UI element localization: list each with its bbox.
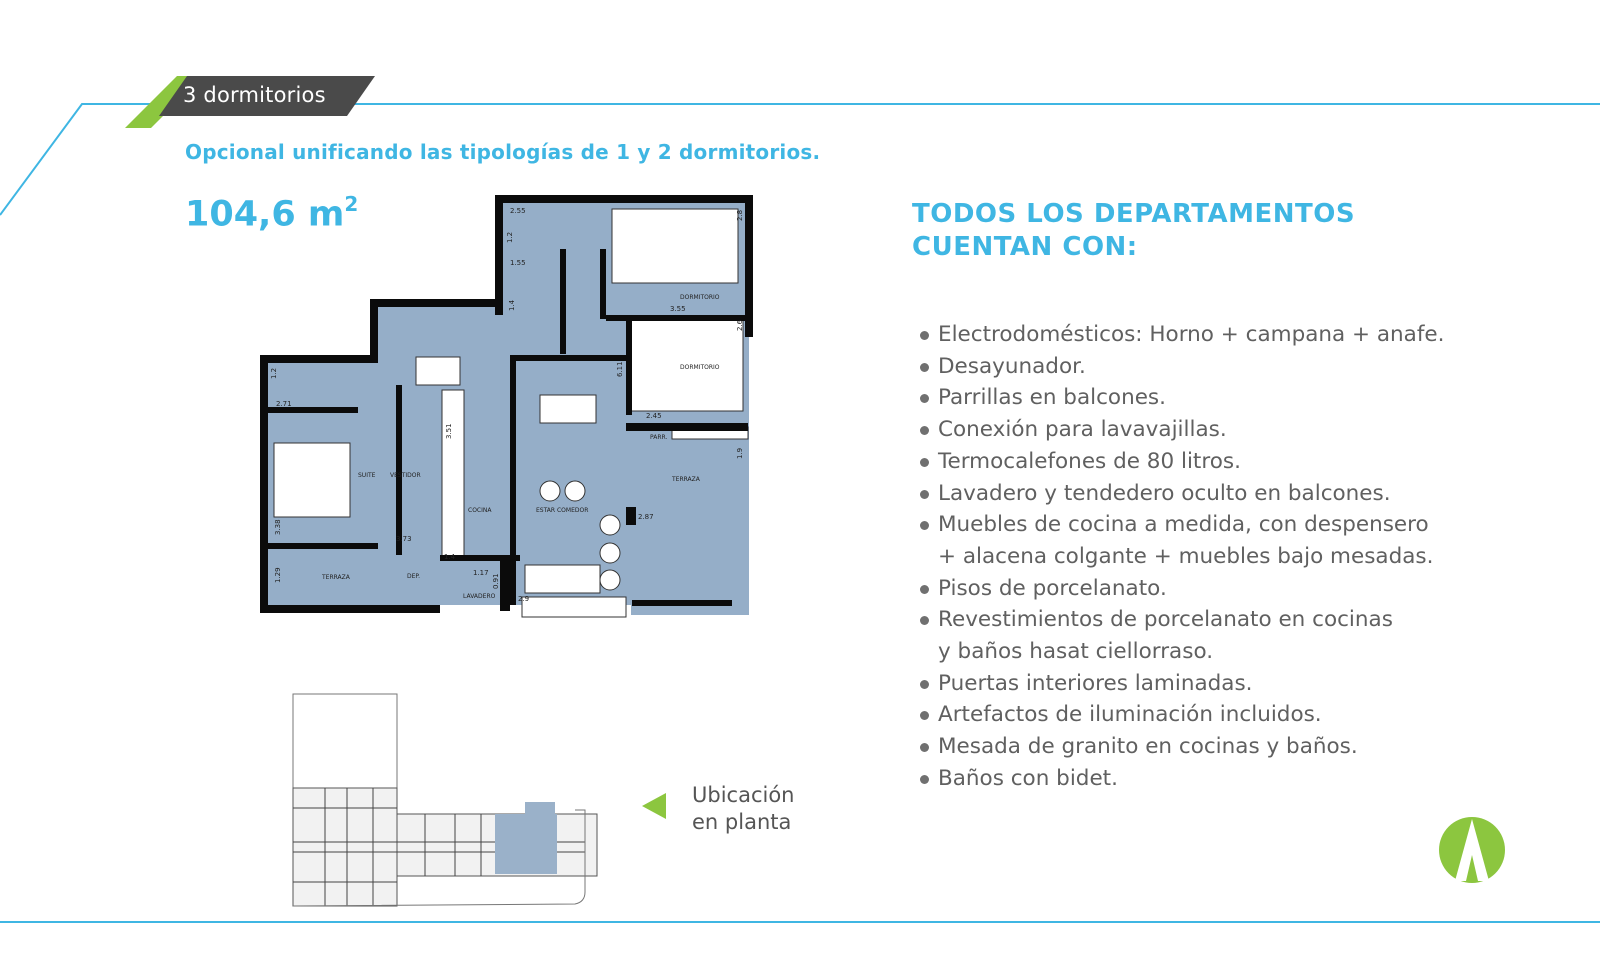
feature-item: Revestimientos de porcelanato en cocinas y baños hasat ciellorraso. [918, 604, 1445, 667]
dim-label: 1.2 [506, 231, 514, 243]
feature-item: Termocalefones de 80 litros. [918, 446, 1445, 478]
feature-item: Artefactos de iluminación incluidos. [918, 699, 1445, 731]
room-label-suite: SUITE [358, 472, 376, 479]
room-label-terraza-2: TERRAZA [322, 574, 350, 581]
category-tag-label: 3 dormitorios [183, 83, 326, 107]
feature-item: Parrillas en balcones. [918, 382, 1445, 414]
dim-label: 1.55 [510, 259, 526, 267]
room-label-parr: PARR. [650, 434, 668, 441]
room-label-estar-comedor: ESTAR COMEDOR [536, 507, 589, 514]
features-title-line2: CUENTAN CON: [912, 232, 1138, 262]
feature-item: Puertas interiores laminadas. [918, 668, 1445, 700]
location-mini-plan [285, 692, 600, 922]
dim-label: 2.8 [736, 209, 744, 221]
dim-label: 2.9 [518, 595, 530, 603]
dim-label: 0.91 [492, 573, 500, 589]
dim-label: 1.17 [473, 569, 489, 577]
dim-label: 2.87 [638, 513, 654, 521]
dim-label: 3.73 [396, 535, 412, 543]
dim-label: 1.29 [274, 567, 282, 583]
feature-item: Muebles de cocina a medida, con despensero + alacena colgante + muebles bajo mesadas. [918, 509, 1445, 572]
dim-label: 1.2 [270, 367, 278, 379]
dim-label: 3.38 [274, 519, 282, 535]
room-label-dormitorio-2: DORMITORIO [680, 364, 720, 371]
room-label-vestidor: VESTIDOR [390, 472, 421, 479]
room-label-dep: DEP. [407, 573, 421, 580]
dim-label: 1.9 [736, 447, 744, 459]
dim-label: 2.55 [510, 207, 526, 215]
triangle-left-icon [642, 793, 666, 819]
dim-label: 1.4 [508, 299, 516, 311]
area-value: 104,6 m [185, 194, 345, 235]
dim-label: 2.45 [646, 412, 662, 420]
dim-label: 3.51 [445, 423, 453, 439]
dim-label: 2.71 [276, 400, 292, 408]
dim-label: 3.55 [670, 305, 686, 313]
feature-item: Lavadero y tendedero oculto en balcones. [918, 478, 1445, 510]
room-label-terraza-1: TERRAZA [672, 476, 700, 483]
feature-item: Conexión para lavavajillas. [918, 414, 1445, 446]
feature-item: Mesada de granito en cocinas y baños. [918, 731, 1445, 763]
feature-item: Desayunador. [918, 351, 1445, 383]
room-label-cocina: COCINA [468, 507, 492, 514]
dim-label: 1.4 [444, 553, 456, 561]
features-title [912, 198, 1355, 264]
room-label-dormitorio-1: DORMITORIO [680, 294, 720, 301]
brand-logo [1437, 815, 1507, 885]
floor-plan [260, 195, 780, 625]
subtitle: Opcional unificando las tipologías de 1 y 2 dormitorios. [185, 140, 821, 164]
feature-item: Electrodomésticos: Horno + campana + anafe. [918, 319, 1445, 351]
room-label-lavadero: LAVADERO [463, 593, 496, 600]
location-caption [692, 782, 795, 836]
dim-label: 2.6 [736, 319, 744, 331]
feature-item: Pisos de porcelanato. [918, 573, 1445, 605]
location-caption-line2: en planta [692, 810, 792, 834]
features-title-line1: TODOS LOS DEPARTAMENTOS [912, 199, 1356, 229]
area-unit-sup: 2 [344, 192, 359, 216]
dim-label: 6.11 [616, 361, 624, 377]
location-caption-line1: Ubicación [692, 783, 795, 807]
feature-item: Baños con bidet. [918, 763, 1445, 795]
features-list [918, 319, 1445, 795]
